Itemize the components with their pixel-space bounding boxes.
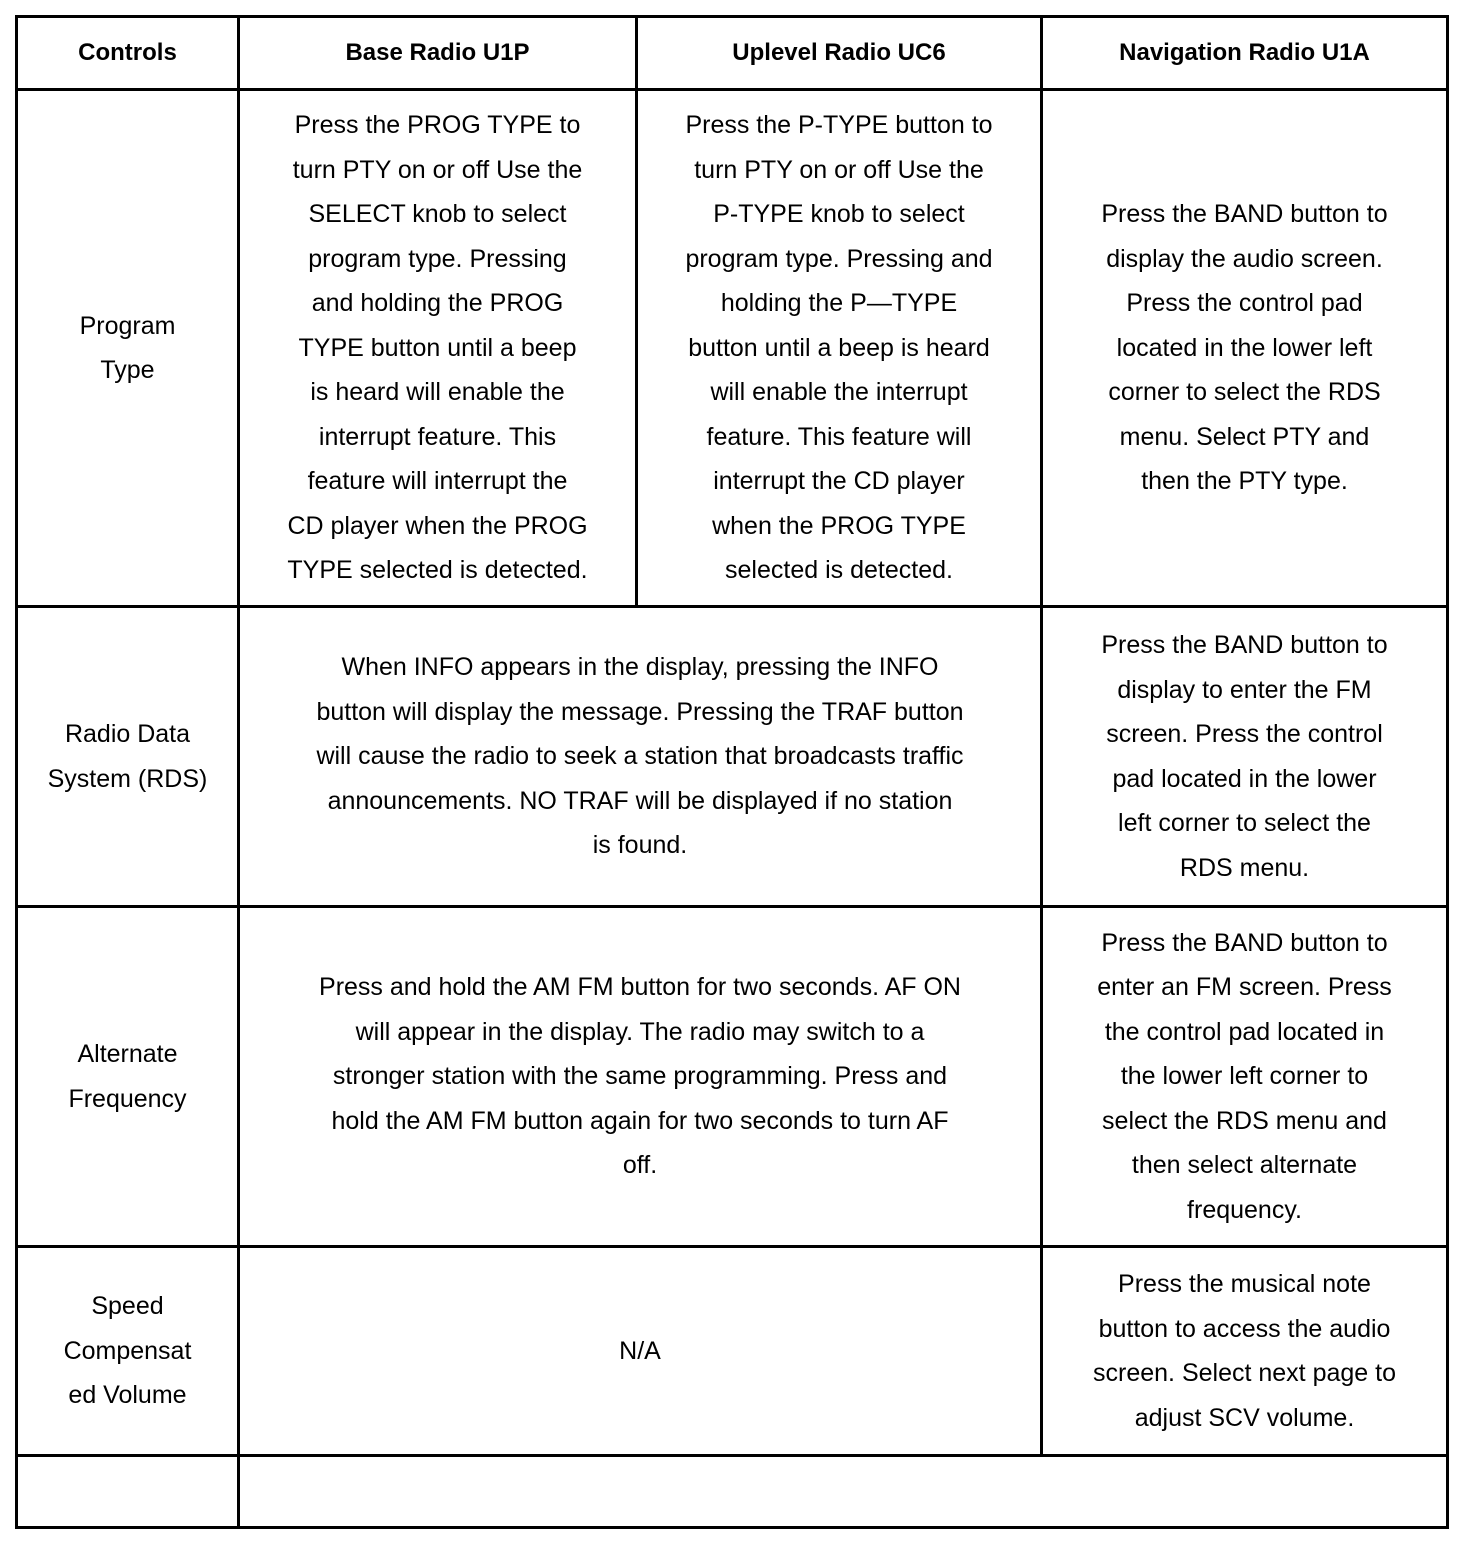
empty-cell [239,1456,1448,1528]
control-name: Alternate Frequency [17,907,239,1247]
uplevel-radio-cell: Press the P-TYPE button to turn PTY on or off Use the P-TYPE knob to select program type. Pressing and holding the P—TYPE button until a beep is heard will enable the interrupt feature. This feature will interrupt the CD player when the PROG TYPE selected is detected. [637,90,1042,607]
base-uplevel-cell: When INFO appears in the display, pressing the INFO button will display the message. Pressing the TRAF button will cause the radio to seek a station that broadcasts traffic announcements. NO TRAF will be displayed if no station is found. [239,607,1042,907]
header-base-radio: Base Radio U1P [239,17,637,90]
table-row [17,90,1448,607]
header-row [17,17,1448,90]
navigation-radio-cell: Press the BAND button to enter an FM screen. Press the control pad located in the lower left corner to select the RDS menu and then select alternate frequency. [1042,907,1448,1247]
navigation-radio-cell: Press the BAND button to display the audio screen. Press the control pad located in the lower left corner to select the RDS menu. Select PTY and then the PTY type. [1042,90,1448,607]
control-name: Radio Data System (RDS) [17,607,239,907]
base-radio-cell: Press the PROG TYPE to turn PTY on or off Use the SELECT knob to select program type. Pressing and holding the PROG TYPE button until a beep is heard will enable the interrupt feature. This feature will interrupt the CD player when the PROG TYPE selected is detected. [239,90,637,607]
base-uplevel-cell: Press and hold the AM FM button for two seconds. AF ON will appear in the display. The radio may switch to a stronger station with the same programming. Press and hold the AM FM button again for two seconds to turn AF off. [239,907,1042,1247]
navigation-radio-cell: Press the musical note button to access the audio screen. Select next page to adjust SCV volume. [1042,1247,1448,1456]
navigation-radio-cell: Press the BAND button to display to enter the FM screen. Press the control pad located in the lower left corner to select the RDS menu. [1042,607,1448,907]
empty-row [17,1456,1448,1528]
table-row [17,907,1448,1247]
control-name: Program Type [17,90,239,607]
header-controls: Controls [17,17,239,90]
header-navigation-radio: Navigation Radio U1A [1042,17,1448,90]
control-name: Speed Compensat ed Volume [17,1247,239,1456]
base-uplevel-cell: N/A [239,1247,1042,1456]
empty-cell [17,1456,239,1528]
radio-controls-table [15,15,1449,1529]
table-row [17,607,1448,907]
header-uplevel-radio: Uplevel Radio UC6 [637,17,1042,90]
table-row [17,1247,1448,1456]
